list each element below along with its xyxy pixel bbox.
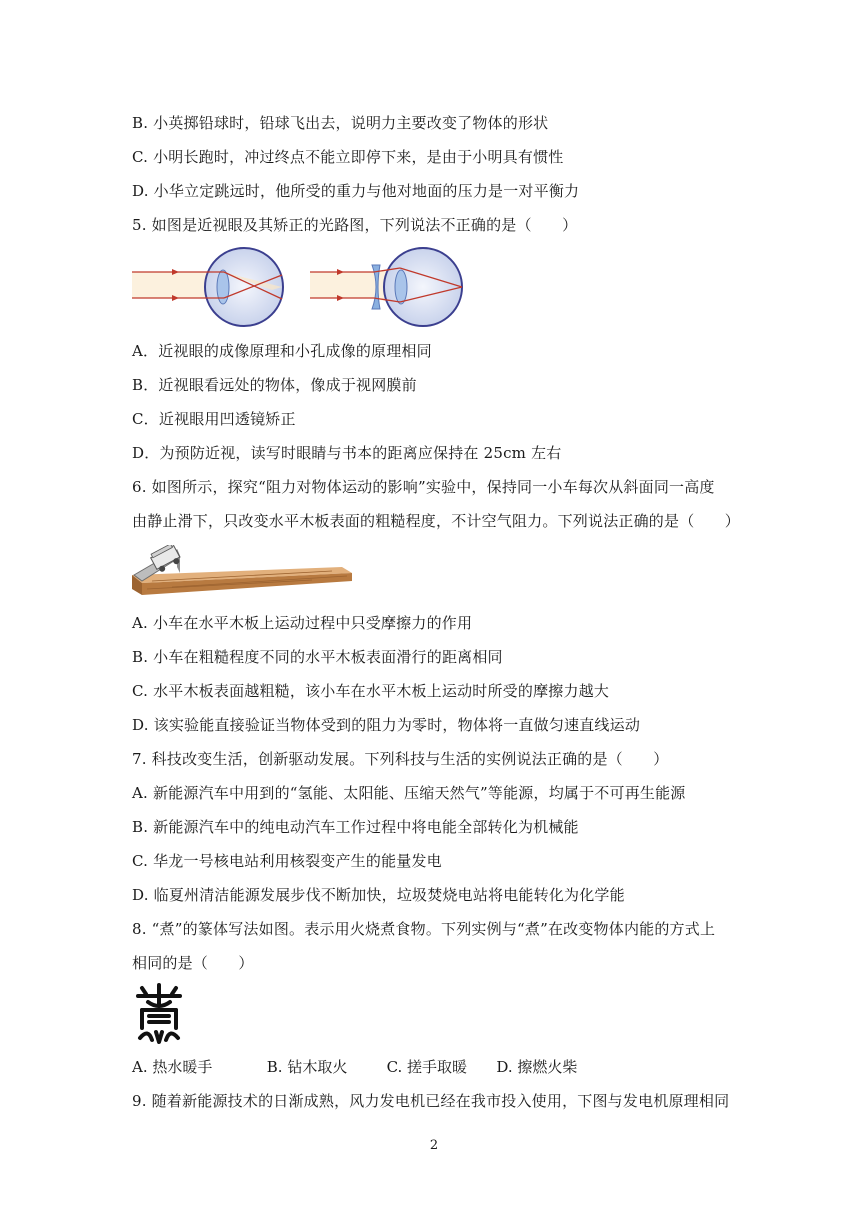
q5-option-c: C．近视眼用凹透镜矫正: [132, 410, 296, 428]
q4-option-c: C. 小明长跑时，冲过终点不能立即停下来，是由于小明具有惯性: [132, 148, 564, 166]
q8-option-b: B. 钻木取火: [266, 1058, 348, 1076]
q7-option-b: B. 新能源汽车中的纯电动汽车工作过程中将电能全部转化为机械能: [132, 818, 579, 836]
seal-script-zhu-character: [134, 982, 184, 1044]
q5-option-d: D．为预防近视，读写时眼睛与书本的距离应保持在 25cm 左右: [132, 444, 562, 462]
q7-option-a: A. 新能源汽车中用到的“氢能、太阳能、压缩天然气”等能源，均属于不可再生能源: [132, 784, 686, 802]
q8-stem-line1: 8. “煮”的篆体写法如图。表示用火烧煮食物。下列实例与“煮”在改变物体内能的方式上: [132, 920, 716, 938]
q4-option-d: D. 小华立定跳远时，他所受的重力与他对地面的压力是一对平衡力: [132, 182, 580, 200]
q5-option-b: B．近视眼看远处的物体，像成于视网膜前: [132, 376, 417, 394]
ramp-cart-diagram: [132, 545, 354, 597]
q7-option-d: D. 临夏州清洁能源发展步伐不断加快，垃圾焚烧电站将电能转化为化学能: [132, 886, 625, 904]
q8-option-c: C. 搓手取暖: [386, 1058, 468, 1076]
corrected-eye: [310, 248, 462, 326]
q6-option-d: D. 该实验能直接验证当物体受到的阻力为零时，物体将一直做匀速直线运动: [132, 716, 641, 734]
q6-option-c: C. 水平木板表面越粗糙，该小车在水平木板上运动时所受的摩擦力越大: [132, 682, 610, 700]
q9-stem: 9. 随着新能源技术的日渐成熟，风力发电机已经在我市投入使用，下图与发电机原理相同: [132, 1092, 730, 1110]
q6-option-a: A. 小车在水平木板上运动过程中只受摩擦力的作用: [132, 614, 473, 632]
q8-stem-line2: 相同的是（ ）: [132, 954, 254, 972]
q8-option-a: A. 热水暖手: [132, 1058, 213, 1076]
q5-stem: 5. 如图是近视眼及其矫正的光路图，下列说法不正确的是（ ）: [132, 216, 578, 234]
q8-option-d: D. 擦燃火柴: [496, 1058, 578, 1076]
q8-options: [132, 1057, 577, 1077]
uncorrected-eye: [132, 248, 283, 326]
q5-option-a: A．近视眼的成像原理和小孔成像的原理相同: [132, 342, 432, 360]
myopia-diagram: [132, 245, 472, 329]
q7-stem: 7. 科技改变生活，创新驱动发展。下列科技与生活的实例说法正确的是（ ）: [132, 750, 669, 768]
page-number: 2: [429, 1138, 439, 1153]
q7-option-c: C. 华龙一号核电站利用核裂变产生的能量发电: [132, 852, 442, 870]
q6-option-b: B. 小车在粗糙程度不同的水平木板表面滑行的距离相同: [132, 648, 503, 666]
q6-stem-line1: 6. 如图所示，探究“阻力对物体运动的影响”实验中，保持同一小车每次从斜面同一高度: [132, 478, 715, 496]
q6-stem-line2: 由静止滑下，只改变水平木板表面的粗糙程度，不计空气阻力。下列说法正确的是（ ）: [132, 512, 741, 530]
q4-option-b: B. 小英掷铅球时，铅球飞出去，说明力主要改变了物体的形状: [132, 114, 549, 132]
